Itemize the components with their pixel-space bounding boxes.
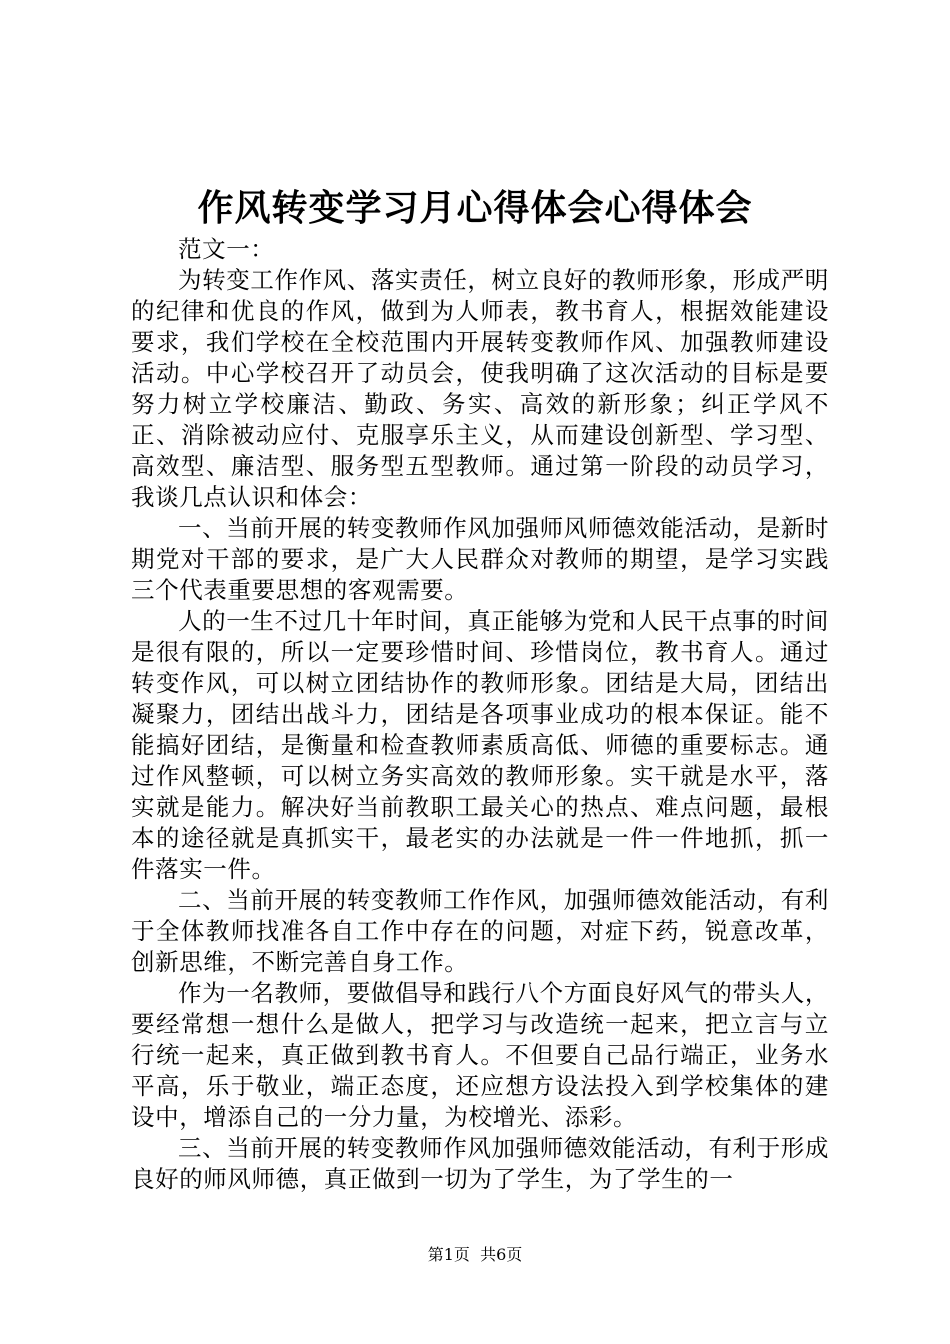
paragraph: 二、当前开展的转变教师工作作风，加强师德效能活动，有利于全体教师找准各自工作中存在的问题，对症下药，锐意改革，创新思维，不断完善自身工作。 <box>131 886 829 976</box>
section-label: 范文一： <box>178 235 275 263</box>
paragraph: 三、当前开展的转变教师作风加强师德效能活动，有利于形成良好的师风师德，真正做到一切为了学生，为了学生的一 <box>131 1134 829 1193</box>
page-number: 第1页 <box>427 1245 470 1264</box>
document-body <box>131 234 829 1195</box>
paragraph: 作为一名教师，要做倡导和践行八个方面良好风气的带头人，要经常想一想什么是做人，把学习与改造统一起来，把立言与立行统一起来，真正做到教书育人。不但要自己品行端正，业务水平高，乐于敬业，端正态度，还应想方设法投入到学校集体的建设中，增添自己的一分力量，为校增光、添彩。 <box>131 979 829 1131</box>
paragraph: 人的一生不过几十年时间，真正能够为党和人民干点事的时间是很有限的，所以一定要珍惜时间、珍惜岗位，教书育人。通过转变作风，可以树立团结协作的教师形象。团结是大局，团结出凝聚力，团结出战斗力，团结是各项事业成功的根本保证。能不能搞好团结，是衡量和检查教师素质高低、师德的重要标志。通过作风整顿，可以树立务实高效的教师形象。实干就是水平，落实就是能力。解决好当前教职工最关心的热点、难点问题，最根本的途径就是真抓实干，最老实的办法就是一件一件地抓，抓一件落实一件。 <box>131 607 829 883</box>
document-title: 作风转变学习月心得体会心得体会 <box>197 187 753 229</box>
page-total: 共6页 <box>480 1245 523 1264</box>
page-footer <box>0 1244 950 1266</box>
paragraph: 为转变工作作风、落实责任，树立良好的教师形象，形成严明的纪律和优良的作风，做到为人师表，教书育人，根据效能建设要求，我们学校在全校范围内开展转变教师作风、加强教师建设活动。中心学校召开了动员会，使我明确了这次活动的目标是要努力树立学校廉洁、勤政、务实、高效的新形象；纠正学风不正、消除被动应付、克服享乐主义，从而建设创新型、学习型、高效型、廉洁型、服务型五型教师。通过第一阶段的动员学习，我谈几点认识和体会： <box>131 266 829 511</box>
paragraph: 一、当前开展的转变教师作风加强师风师德效能活动，是新时期党对干部的要求，是广大人民群众对教师的期望，是学习实践三个代表重要思想的客观需要。 <box>131 514 829 604</box>
